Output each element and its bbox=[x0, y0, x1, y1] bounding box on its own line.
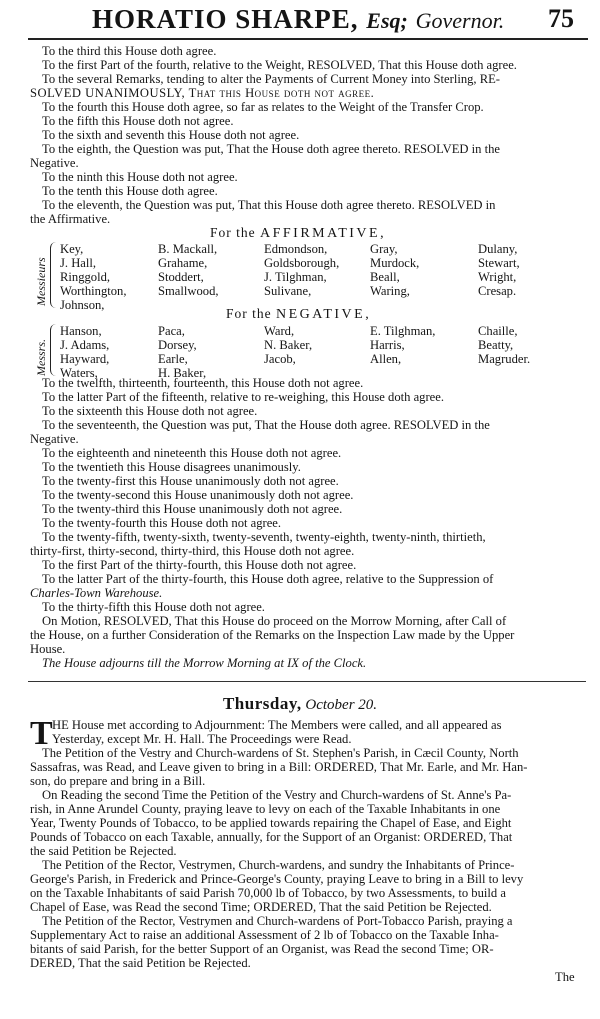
text-line: To the ninth this House doth not agree. bbox=[42, 170, 238, 184]
negative-name: E. Tilghman, bbox=[370, 324, 436, 338]
text-line: SOLVED UNANIMOUSLY, That this House doth not agree. bbox=[30, 86, 375, 100]
affirmative-name: Stewart, bbox=[478, 256, 520, 270]
text-line: To the first Part of the thirty-fourth, this House doth not agree. bbox=[42, 558, 357, 572]
affirmative-name: Ringgold, bbox=[60, 270, 111, 284]
text-line: Supplementary Act to raise an additional Assessment of 2 lb of Tobacco on the Taxable Inha- bbox=[30, 928, 499, 942]
negative-name: Hanson, bbox=[60, 324, 102, 338]
text-line: the said Petition be Rejected. bbox=[30, 844, 177, 858]
affirmative-heading: For the AFFIRMATIVE, bbox=[210, 225, 387, 241]
text-line: To the twelfth, thirteenth, fourteenth, this House doth not agree. bbox=[42, 376, 364, 390]
text-line: House. bbox=[30, 642, 66, 656]
text-line: To the twenty-third this House unanimously doth not agree. bbox=[42, 502, 343, 516]
text-line: To the latter Part of the thirty-fourth, this House doth agree, relative to the Suppression of bbox=[42, 572, 494, 586]
drop-cap: T bbox=[30, 715, 53, 752]
text-line: On Motion, RESOLVED, That this House do proceed on the Morrow Morning, after Call of bbox=[42, 614, 507, 628]
affirmative-name: Johnson, bbox=[60, 298, 105, 312]
negative-side-label: Messrs. bbox=[34, 338, 48, 376]
text-line: Yesterday, except Mr. H. Hall. The Proceedings were Read. bbox=[52, 732, 352, 746]
affirmative-name: Murdock, bbox=[370, 256, 420, 270]
header-governor: Governor. bbox=[415, 8, 505, 33]
affirmative-side-label: Messieurs bbox=[34, 257, 48, 306]
negative-name: H. Baker, bbox=[158, 366, 207, 380]
affirmative-name: Stoddert, bbox=[158, 270, 204, 284]
affirmative-name: Key, bbox=[60, 242, 84, 256]
affirmative-name: Gray, bbox=[370, 242, 398, 256]
text-line: To the fifth this House doth not agree. bbox=[42, 114, 234, 128]
affirmative-name: Worthington, bbox=[60, 284, 127, 298]
catchword: The bbox=[555, 970, 575, 984]
text-line: The Petition of the Vestry and Church-wardens of St. Stephen's Parish, in Cæcil County, North bbox=[42, 746, 519, 760]
text-line: To the third this House doth agree. bbox=[42, 44, 217, 58]
affirmative-name: Smallwood, bbox=[158, 284, 219, 298]
text-line: DERED, That the said Petition be Rejected. bbox=[30, 956, 251, 970]
affirmative-name: Wright, bbox=[478, 270, 517, 284]
negative-name: Harris, bbox=[370, 338, 405, 352]
affirmative-name: Goldsborough, bbox=[264, 256, 340, 270]
text-line: To the twenty-fifth, twenty-sixth, twenty-seventh, twenty-eighth, twenty-ninth, thirtieth, bbox=[42, 530, 486, 544]
affirmative-name: Edmondson, bbox=[264, 242, 328, 256]
text-line: son, do prepare and bring in a Bill. bbox=[30, 774, 206, 788]
text-line: the House, on a further Consideration of the Remarks on the Inspection Law made by the Upper bbox=[30, 628, 515, 642]
text-line: Negative. bbox=[30, 156, 79, 170]
negative-name: Beatty, bbox=[478, 338, 514, 352]
header-rule bbox=[28, 38, 588, 40]
affirmative-name: Beall, bbox=[370, 270, 400, 284]
text-line: To the tenth this House doth agree. bbox=[42, 184, 218, 198]
text-line: To the first Part of the fourth, relative to the Weight, RESOLVED, That this House doth agree. bbox=[42, 58, 517, 72]
page-number: 75 bbox=[548, 4, 574, 33]
text-line: George's Parish, in Frederick and Prince-George's County, praying Leave to bring in a Bill to levy bbox=[30, 872, 524, 886]
header-esq: Esq; bbox=[366, 8, 408, 33]
text-line: Year, Twenty Pounds of Tobacco, to be applied towards repairing the Chapel of Ease, and Eight bbox=[30, 816, 512, 830]
text-line: Negative. bbox=[30, 432, 79, 446]
text-line: To the eighth, the Question was put, That the House doth agree thereto. RESOLVED in the bbox=[42, 142, 501, 156]
affirmative-name: B. Mackall, bbox=[158, 242, 218, 256]
negative-brace bbox=[50, 324, 58, 376]
text-line: To the sixteenth this House doth not agree. bbox=[42, 404, 258, 418]
text-line: To the thirty-fifth this House doth not agree. bbox=[42, 600, 265, 614]
section-rule bbox=[28, 681, 586, 682]
text-line: To the latter Part of the fifteenth, relative to re-weighing, this House doth agree. bbox=[42, 390, 444, 404]
text-line: To the sixth and seventh this House doth not agree. bbox=[42, 128, 300, 142]
negative-name: Earle, bbox=[158, 352, 188, 366]
affirmative-name: Grahame, bbox=[158, 256, 208, 270]
text-line: To the twenty-second this House unanimously doth not agree. bbox=[42, 488, 354, 502]
affirmative-name: Sulivane, bbox=[264, 284, 312, 298]
negative-name: Jacob, bbox=[264, 352, 296, 366]
text-line: To the eleventh, the Question was put, That this House doth agree thereto. RESOLVED in bbox=[42, 198, 496, 212]
negative-name: Ward, bbox=[264, 324, 295, 338]
day-heading: Thursday, October 20. bbox=[222, 694, 378, 713]
text-line: To the seventeenth, the Question was put, That the House doth agree. RESOLVED in the bbox=[42, 418, 490, 432]
adjournment-line: The House adjourns till the Morrow Morning at IX of the Clock. bbox=[42, 656, 367, 670]
text-line: thirty-first, thirty-second, thirty-third, this House doth not agree. bbox=[30, 544, 355, 558]
text-line: To the several Remarks, tending to alter the Payments of Current Money into Sterling, RE- bbox=[42, 72, 500, 86]
text-line: Charles-Town Warehouse. bbox=[30, 586, 163, 600]
text-line: on the Taxable Inhabitants of said Parish 70,000 lb of Tobacco, by two Assessments, to build a bbox=[30, 886, 506, 900]
affirmative-name: Dulany, bbox=[478, 242, 518, 256]
text-line: Pounds of Tobacco on each Taxable, annually, for the Support of an Organist: ORDERED, That bbox=[30, 830, 513, 844]
negative-name: J. Adams, bbox=[60, 338, 110, 352]
text-line: bitants of said Parish, for the better Support of an Organist, was Read the second Time; OR- bbox=[30, 942, 494, 956]
negative-name: Chaille, bbox=[478, 324, 518, 338]
text-line: HE House met according to Adjournment: The Members were called, and all appeared as bbox=[52, 718, 502, 732]
text-line: the Affirmative. bbox=[30, 212, 111, 226]
header-title: HORATIO SHARPE, Esq; Governor. bbox=[92, 4, 505, 34]
affirmative-name: Cresap. bbox=[478, 284, 517, 298]
negative-name: Hayward, bbox=[60, 352, 110, 366]
affirmative-name: J. Tilghman, bbox=[264, 270, 327, 284]
affirmative-name: J. Hall, bbox=[60, 256, 97, 270]
negative-name: Magruder. bbox=[478, 352, 531, 366]
text-line: To the twenty-fourth this House doth not agree. bbox=[42, 516, 282, 530]
negative-heading: For the NEGATIVE, bbox=[226, 306, 372, 322]
negative-name: Dorsey, bbox=[158, 338, 197, 352]
negative-name: Allen, bbox=[370, 352, 402, 366]
text-line: Chapel of Ease, was Read the second Time; ORDERED, That the said Petition be Rejected. bbox=[30, 900, 492, 914]
negative-name: Paca, bbox=[158, 324, 185, 338]
text-line: To the eighteenth and nineteenth this House doth not agree. bbox=[42, 446, 342, 460]
text-line: The Petition of the Rector, Vestrymen, Church-wardens, and sundry the Inhabitants of Prince- bbox=[42, 858, 515, 872]
affirmative-name: Waring, bbox=[370, 284, 410, 298]
text-line: On Reading the second Time the Petition of the Vestry and Church-wardens of St. Anne's Pa- bbox=[42, 788, 512, 802]
running-header bbox=[0, 2, 600, 38]
text-line: To the twenty-first this House unanimously doth not agree. bbox=[42, 474, 339, 488]
text-line: To the fourth this House doth agree, so far as relates to the Weight of the Transfer Crop. bbox=[42, 100, 484, 114]
negative-name: N. Baker, bbox=[264, 338, 313, 352]
negative-name: Waters, bbox=[60, 366, 98, 380]
text-line: The Petition of the Rector, Vestrymen and Church-wardens of Port-Tobacco Parish, praying a bbox=[42, 914, 513, 928]
text-line: To the twentieth this House disagrees unanimously. bbox=[42, 460, 301, 474]
text-line: rish, in Anne Arundel County, praying leave to levy on each of the Taxable Inhabitants in one bbox=[30, 802, 501, 816]
affirmative-brace bbox=[50, 242, 58, 308]
text-line: Sassafras, was Read, and Leave given to bring in a Bill: ORDERED, That Mr. Earle, and Mr. Han- bbox=[30, 760, 528, 774]
